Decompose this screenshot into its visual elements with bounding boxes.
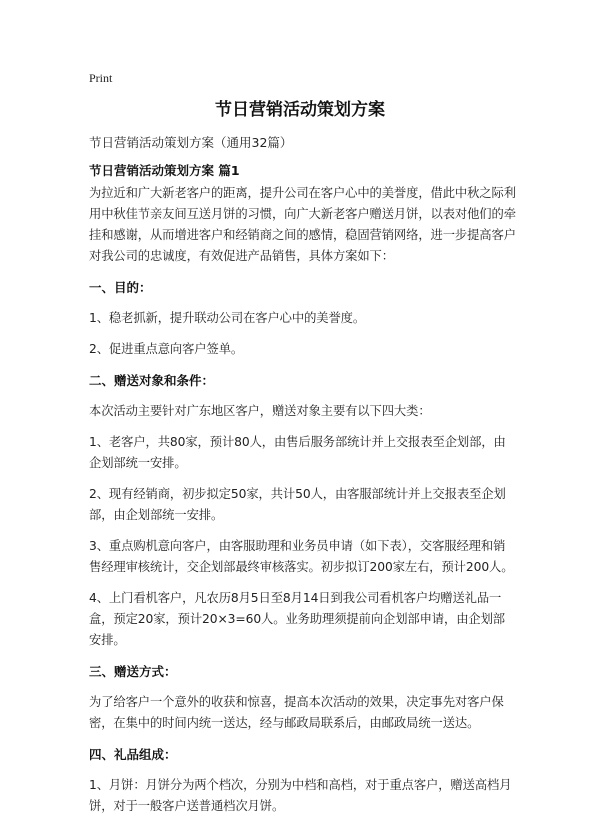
section-heading-method: 三、赠送方式： bbox=[89, 664, 177, 679]
method-paragraph: 为了给客户一个意外的收获和惊喜，提高本次活动的效果，决定事先对客户保密，在集中的时间内统一送达，经与邮政局联系后，由邮政局统一送达。 bbox=[89, 695, 504, 730]
gift-item-1: 1、月饼：月饼分为两个档次，分别为中档和高档，对于重点客户，赠送高档月饼，对于一般客户送普通档次月饼。 bbox=[89, 778, 512, 813]
intro-paragraph: 为拉近和广大新老客户的距离，提升公司在客户心中的美誉度，借此中秋之际利用中秋佳节亲友间互送月饼的习惯，向广大新老客户赠送月饼，以表对他们的牵挂和感谢，从而增进客户和经销商之间的感情，稳固营销网络，进一步提高客户对我公司的忠诚度，有效促进产品销售，具体方案如下： bbox=[89, 186, 516, 263]
target-item-4: 4、上门看机客户，凡农历8月5日至8月14日到我公司看机客户均赠送礼品一盒，预定20家，预计20×3=60人。业务助理须提前向企划部申请，由企划部安排。 bbox=[89, 591, 505, 647]
goal-item-1: 1、稳老抓新，提升联动公司在客户心中的美誉度。 bbox=[89, 311, 366, 325]
target-item-3: 3、重点购机意向客户，由客服助理和业务员申请（如下表），交客服经理和销售经理审核统计，交企划部最终审核落实。初步拟订200家左右，预计200人。 bbox=[89, 539, 514, 574]
section-heading-gift: 四、礼品组成： bbox=[89, 747, 177, 762]
article-title: 节日营销活动策划方案 篇1 bbox=[89, 163, 240, 178]
section-heading-target: 二、赠送对象和条件： bbox=[89, 373, 215, 388]
target-item-2: 2、现有经销商，初步拟定50家，共计50人，由客服部统计并上交报表至企划部，由企划部统一安排。 bbox=[89, 487, 506, 522]
target-intro: 本次活动主要针对广东地区客户，赠送对象主要有以下四大类： bbox=[89, 404, 431, 418]
goal-item-2: 2、促进重点意向客户签单。 bbox=[89, 342, 244, 356]
target-item-1: 1、老客户，共80家，预计80人，由售后服务部统计并上交报表至企划部，由企划部统一安排。 bbox=[89, 435, 506, 470]
print-label: Print bbox=[89, 71, 113, 85]
page-title: 节日营销活动策划方案 bbox=[215, 100, 385, 120]
document-subtitle: 节日营销活动策划方案（通用32篇） bbox=[89, 135, 293, 150]
section-heading-goal: 一、目的： bbox=[89, 280, 152, 295]
article-body bbox=[89, 183, 517, 827]
